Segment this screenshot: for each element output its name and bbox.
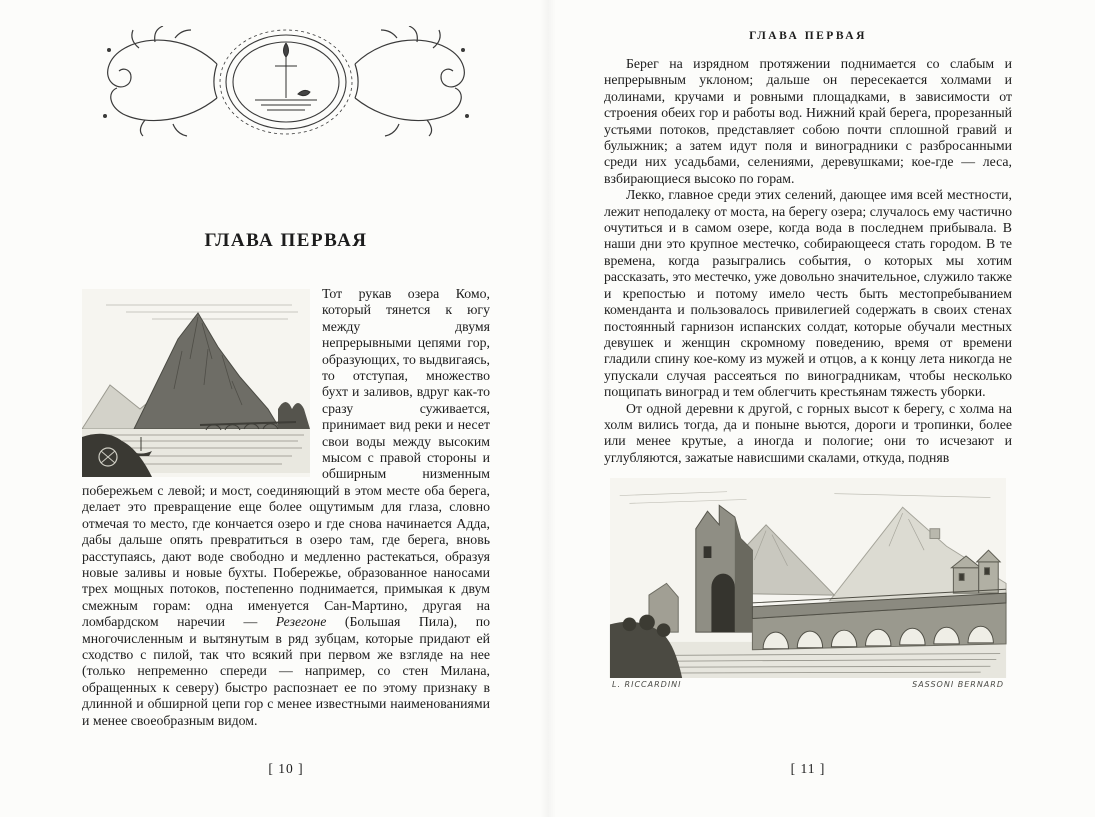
right-page — [604, 0, 1012, 817]
page-gutter-shadow — [540, 0, 556, 817]
left-paragraph-part2: (Большая Пила), по многочисленным и вытянутым в ряд зубцам, которые придают ей сходство с пилой, так что всякий при первом же взгляде на нее (только непременно спереди — например, со стен Милана, обращенных к северу) быстро распознает ее по этому признаку в длинной и обширной цепи гор с менее известными наименованиями и менее своеобразным видом. — [82, 614, 490, 728]
engraver-signature-left: L. RICCARDINI — [612, 680, 682, 690]
left-page — [82, 0, 490, 817]
right-page-text — [604, 56, 1012, 466]
left-page-number: [ 10 ] — [268, 761, 304, 776]
paragraph-1: Берег на изрядном протяжении поднимается со слабым и непрерывным уклоном; дальше он пересекается холмами и долинами, кручами и ровными площадками, в зависимости от строения обеих гор и работы вод. Нижний край берега, прорезанный устьями потоков, представляет собою почти сплошной гравий и булыжник; а затем идут поля и виноградники с разбросанными среди них усадьбами, селениями, деревушками; кое-где — леса, взбирающиеся высоко по горам. — [604, 56, 1012, 186]
engraver-signatures — [612, 680, 1004, 689]
paragraph-3: От одной деревни к другой, с горных высот к берегу, с холма на холм вились тогда, да и поныне вьются, дороги и тропинки, более или менее крутые, а иногда и пологие; они то исчезают и углубляются, зажатые нависшими скалами, откуда, подняв — [604, 400, 1012, 465]
left-page-text — [82, 286, 490, 729]
headpiece-ornament-engraving — [95, 26, 477, 138]
right-page-number: [ 11 ] — [790, 761, 826, 776]
paragraph-2: Лекко, главное среди этих селений, дающее имя всей местности, лежит неподалеку от моста, на берегу озера; случалось ему частично очутиться и в самом озере, когда вода в последнем прибывала. В наши дни это крупное местечко, собирающееся стать городом. В те времена, когда разыгрались события, о которых мы хотим рассказать, это местечко, уже довольно значительное, служило также и крепостью и потому имело честь быть местопребыванием коменданта и пользовалось привилегией содержать в своих стенах постоянный гарнизон испанских солдат, которые обучали местных девушек и женщин скромному поведению, время от времени гладили спину кое-кому из мужей и отцов, а к концу лета никогда не упускали случая рассеяться по виноградникам, чтобы несколько пощипать виноград и тем облегчить крестьянам тяжесть уборки. — [604, 187, 1012, 400]
engraver-signature-right: SASSONI BERNARD — [912, 680, 1004, 690]
left-paragraph-part1: Тот рукав озера Комо, который тянется к югу между двумя непрерывными цепями гор, образующих, то выдвигаясь, то отступая, множество бухт и заливов, вдруг как-то сразу суживается, принимает вид реки и несет свои воды между высоким мысом с правой стороны и обширным низменным побережьем с левой; и мост, соединяющий в этом месте оба берега, делает это превращение еще более ощутимым для глаза, словно отмечая то место, где кончается озеро и где снова начинается Адда, дабы дальше опять превратиться в озеро там, где берега, вновь расступаясь, дают воде свободно и медленно растекаться, образуя новые заливы и новые бухты. Побережье, образованное наносами трех мощных потоков, постепенно поднимается, примыкая к двум смежным горам: одна именуется Сан-Мартино, другая на ломбардском наречии — — [82, 286, 491, 630]
bridge-ruin-engraving — [604, 478, 1012, 689]
lake-como-engraving — [82, 289, 310, 477]
running-header: ГЛАВА ПЕРВАЯ — [749, 30, 867, 42]
chapter-title: ГЛАВА ПЕРВАЯ — [204, 230, 368, 251]
left-paragraph-italic-term: Резегоне — [275, 614, 327, 630]
